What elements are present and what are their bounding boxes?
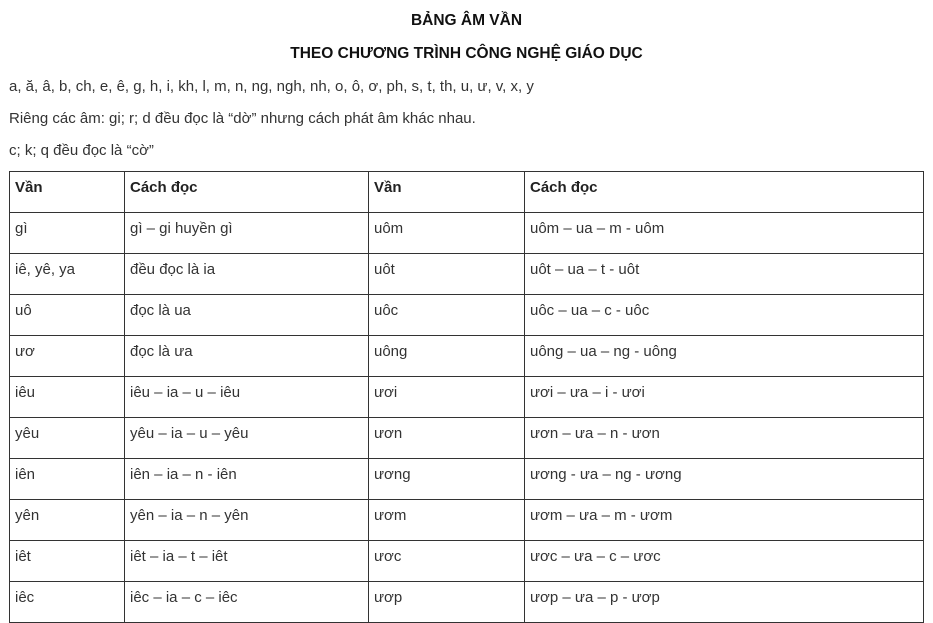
- cell-van-right: uôt: [369, 254, 525, 295]
- table-header-row: [10, 172, 924, 213]
- cell-van-right: ươc: [369, 541, 525, 582]
- cell-van-left: ươ: [10, 336, 125, 377]
- note-paragraph-c-k-q: c; k; q đều đọc là “cờ”: [9, 142, 154, 159]
- cell-van-left: iêc: [10, 582, 125, 623]
- cell-van-left: iêu: [10, 377, 125, 418]
- table-row: [10, 295, 924, 336]
- cell-van-left: iêt: [10, 541, 125, 582]
- header-cach-doc-2: Cách đọc: [525, 172, 924, 213]
- table-row: [10, 459, 924, 500]
- table-row: [10, 254, 924, 295]
- cell-van-right: ươm: [369, 500, 525, 541]
- cell-cach-doc-left: yêu – ia – u – yêu: [125, 418, 369, 459]
- cell-van-left: yêu: [10, 418, 125, 459]
- cell-cach-doc-left: iêt – ia – t – iêt: [125, 541, 369, 582]
- cell-van-left: gì: [10, 213, 125, 254]
- page-subtitle: THEO CHƯƠNG TRÌNH CÔNG NGHỆ GIÁO DỤC: [290, 45, 643, 62]
- cell-cach-doc-left: yên – ia – n – yên: [125, 500, 369, 541]
- cell-van-right: uôm: [369, 213, 525, 254]
- table-row: [10, 336, 924, 377]
- table-row: [10, 213, 924, 254]
- cell-van-right: ươn: [369, 418, 525, 459]
- table-row: [10, 377, 924, 418]
- cell-van-left: iên: [10, 459, 125, 500]
- cell-cach-doc-right: ương - ưa – ng - ương: [525, 459, 924, 500]
- cell-cach-doc-left: gì – gi huyền gì: [125, 213, 369, 254]
- header-van-2: Vần: [369, 172, 525, 213]
- alphabet-paragraph: a, ă, â, b, ch, e, ê, g, h, i, kh, l, m, n, ng, ngh, nh, o, ô, ơ, ph, s, t, th, u, ư, v, x, y: [9, 78, 534, 95]
- page-title: BẢNG ÂM VẦN: [410, 12, 523, 29]
- cell-cach-doc-right: ươc – ưa – c – ươc: [525, 541, 924, 582]
- cell-cach-doc-right: ươi – ưa – i - ươi: [525, 377, 924, 418]
- cell-van-left: uô: [10, 295, 125, 336]
- cell-van-left: yên: [10, 500, 125, 541]
- cell-van-right: ương: [369, 459, 525, 500]
- rhyme-table: [9, 171, 924, 623]
- cell-cach-doc-right: uôm – ua – m - uôm: [525, 213, 924, 254]
- header-van-1: Vần: [10, 172, 125, 213]
- cell-cach-doc-right: ươp – ưa – p - ươp: [525, 582, 924, 623]
- table-row: [10, 541, 924, 582]
- header-cach-doc-1: Cách đọc: [125, 172, 369, 213]
- cell-cach-doc-right: uôc – ua – c - uôc: [525, 295, 924, 336]
- cell-cach-doc-left: đều đọc là ia: [125, 254, 369, 295]
- cell-cach-doc-left: đọc là ua: [125, 295, 369, 336]
- cell-van-right: uôc: [369, 295, 525, 336]
- cell-cach-doc-right: uôt – ua – t - uôt: [525, 254, 924, 295]
- cell-van-left: iê, yê, ya: [10, 254, 125, 295]
- cell-cach-doc-left: iêc – ia – c – iêc: [125, 582, 369, 623]
- table-row: [10, 582, 924, 623]
- note-paragraph-gi-r-d: Riêng các âm: gi; r; d đều đọc là “dờ” nhưng cách phát âm khác nhau.: [9, 110, 476, 127]
- cell-cach-doc-right: ươm – ưa – m - ươm: [525, 500, 924, 541]
- cell-cach-doc-left: iêu – ia – u – iêu: [125, 377, 369, 418]
- table-row: [10, 418, 924, 459]
- cell-cach-doc-right: uông – ua – ng - uông: [525, 336, 924, 377]
- cell-cach-doc-right: ươn – ưa – n - ươn: [525, 418, 924, 459]
- cell-van-right: ươi: [369, 377, 525, 418]
- table-row: [10, 500, 924, 541]
- cell-cach-doc-left: đọc là ưa: [125, 336, 369, 377]
- cell-van-right: ươp: [369, 582, 525, 623]
- cell-cach-doc-left: iên – ia – n - iên: [125, 459, 369, 500]
- cell-van-right: uông: [369, 336, 525, 377]
